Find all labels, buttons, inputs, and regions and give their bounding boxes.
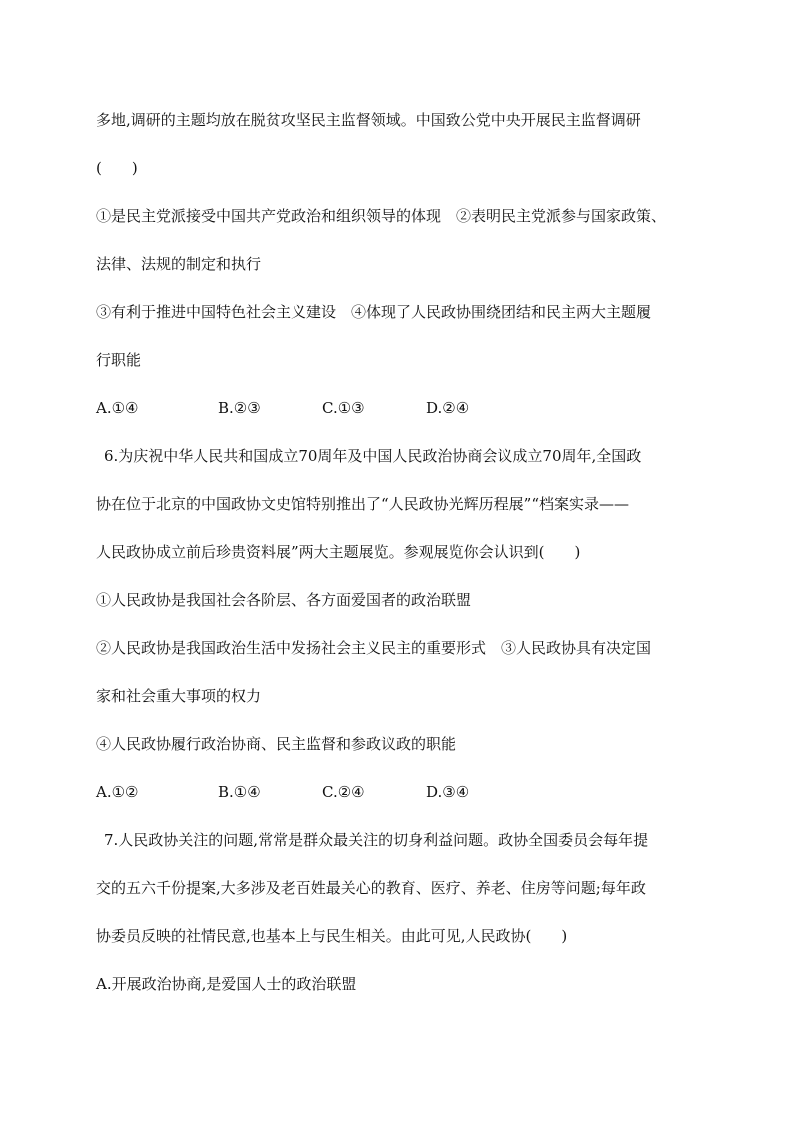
text-line: ( ) bbox=[96, 159, 138, 177]
text-line: 多地,调研的主题均放在脱贫攻坚民主监督领域。中国致公党中央开展民主监督调研 bbox=[96, 111, 641, 129]
option-c: C.①③ bbox=[322, 399, 365, 417]
option-c: C.②④ bbox=[322, 783, 365, 801]
text-line: 行职能 bbox=[96, 351, 142, 369]
option-a: A.①④ bbox=[96, 399, 139, 417]
text-line: 法律、法规的制定和执行 bbox=[96, 255, 262, 273]
text-line: 协委员反映的社情民意,也基本上与民生相关。由此可见,人民政协( ) bbox=[96, 927, 568, 945]
text-line: 人民政协成立前后珍贵资料展”两大主题展览。参观展览你会认识到( ) bbox=[96, 543, 581, 561]
option-b: B.①④ bbox=[218, 783, 261, 801]
text-line: ②人民政协是我国政治生活中发扬社会主义民主的重要形式 ③人民政协具有决定国 bbox=[96, 639, 652, 657]
text-line: ③有利于推进中国特色社会主义建设 ④体现了人民政协围绕团结和民主两大主题履 bbox=[96, 303, 652, 321]
option-a: A.①② bbox=[96, 783, 139, 801]
question-7-text: 7.人民政协关注的问题,常常是群众最关注的切身利益问题。政协全国委员会每年提 bbox=[104, 831, 649, 849]
option-b: B.②③ bbox=[218, 399, 261, 417]
text-line: 家和社会重大事项的权力 bbox=[96, 687, 262, 705]
option-a: A.开展政治协商,是爱国人士的政治联盟 bbox=[96, 975, 357, 993]
text-line: 协在位于北京的中国政协文史馆特别推出了“人民政协光辉历程展”“档案实录—— bbox=[96, 495, 630, 513]
text-line: ①是民主党派接受中国共产党政治和组织领导的体现 ②表明民主党派参与国家政策、 bbox=[96, 207, 667, 225]
option-d: D.③④ bbox=[426, 783, 470, 801]
question-6-text: 6.为庆祝中华人民共和国成立70周年及中国人民政治协商会议成立70周年,全国政 bbox=[104, 447, 642, 465]
text-line: 交的五六千份提案,大多涉及老百姓最关心的教育、医疗、养老、住房等问题;每年政 bbox=[96, 879, 646, 897]
text-line: ④人民政协履行政治协商、民主监督和参政议政的职能 bbox=[96, 735, 457, 753]
option-d: D.②④ bbox=[426, 399, 470, 417]
text-line: ①人民政协是我国社会各阶层、各方面爱国者的政治联盟 bbox=[96, 591, 472, 609]
